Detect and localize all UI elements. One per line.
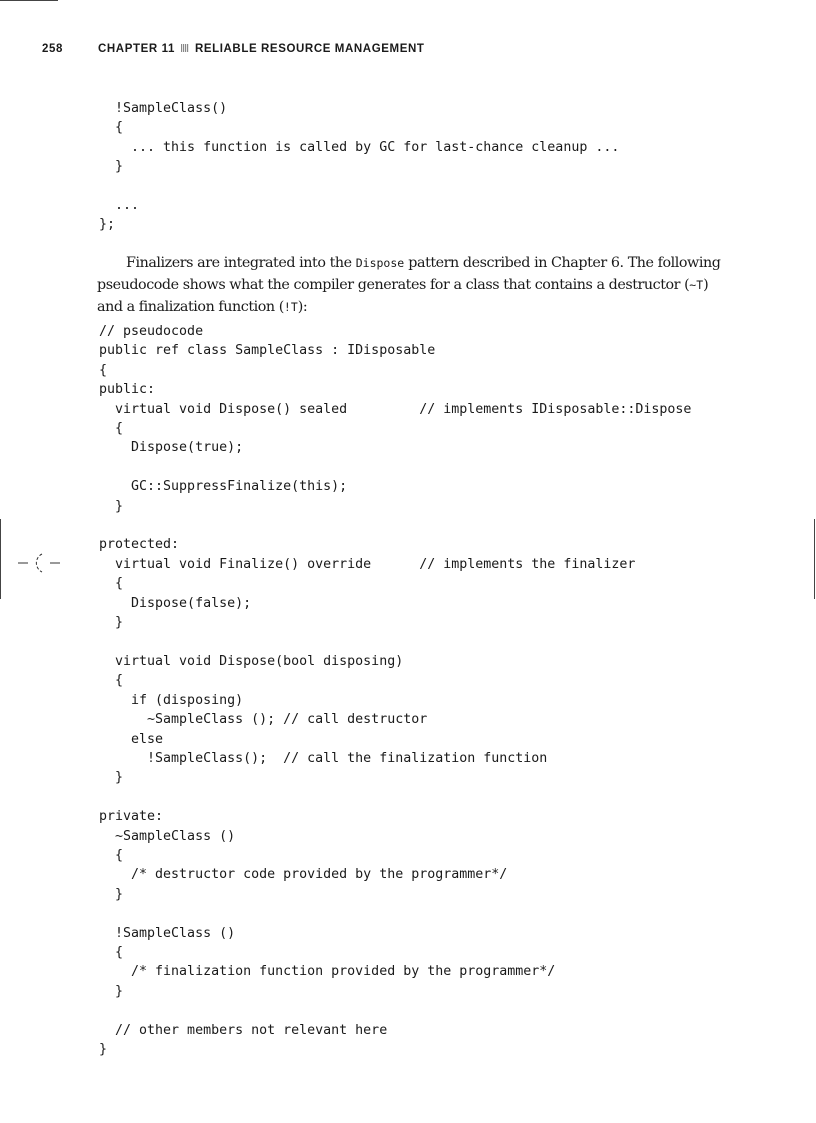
inline-code-finalizer: !T: [283, 299, 298, 314]
paragraph-text: ):: [297, 298, 308, 315]
paragraph-text: pattern described in Chapter 6. The following pseudocode shows what the compiler generates for a class that contains a destructor (: [97, 255, 721, 293]
page-number: 258: [42, 43, 63, 55]
code-listing-pseudocode: // pseudocode public ref class SampleClass : IDisposable { public: virtual void Dispose() sealed // implements IDisposable::Dispose { Dispose(true); GC::SuppressFinalize(this); } protected: virtual void Finalize() override // implements the finalizer { Dispose(false); } virtual void Dispose(bool disposing) { if (disposing) ~SampleClass (); // call destructor else !SampleClass(); // call the finalization function } private: ~SampleClass () { /* destructor code provided by the programmer*/ } !SampleClass () { /* finalization function provided by the programmer*/ } // other members not relevant here }: [99, 324, 692, 1058]
separator-square-icon: [181, 44, 189, 52]
registration-mark-icon: [18, 550, 62, 576]
inline-code-dispose: Dispose: [355, 256, 405, 270]
paragraph-text: ) and a finalization function (: [97, 276, 709, 315]
crop-mark-right: [814, 519, 815, 599]
chapter-label: CHAPTER 11: [98, 43, 175, 55]
body-paragraph: [97, 253, 722, 318]
code-listing-continuation: !SampleClass() { ... this function is called by GC for last-chance cleanup ... } ... };: [99, 101, 620, 233]
running-head: [42, 43, 425, 55]
crop-mark-left: [0, 519, 1, 599]
crop-mark-top: [0, 0, 58, 1]
paragraph-text: Finalizers are integrated into the: [126, 255, 356, 271]
chapter-title: RELIABLE RESOURCE MANAGEMENT: [194, 43, 425, 55]
inline-code-destructor: ~T: [689, 277, 704, 292]
